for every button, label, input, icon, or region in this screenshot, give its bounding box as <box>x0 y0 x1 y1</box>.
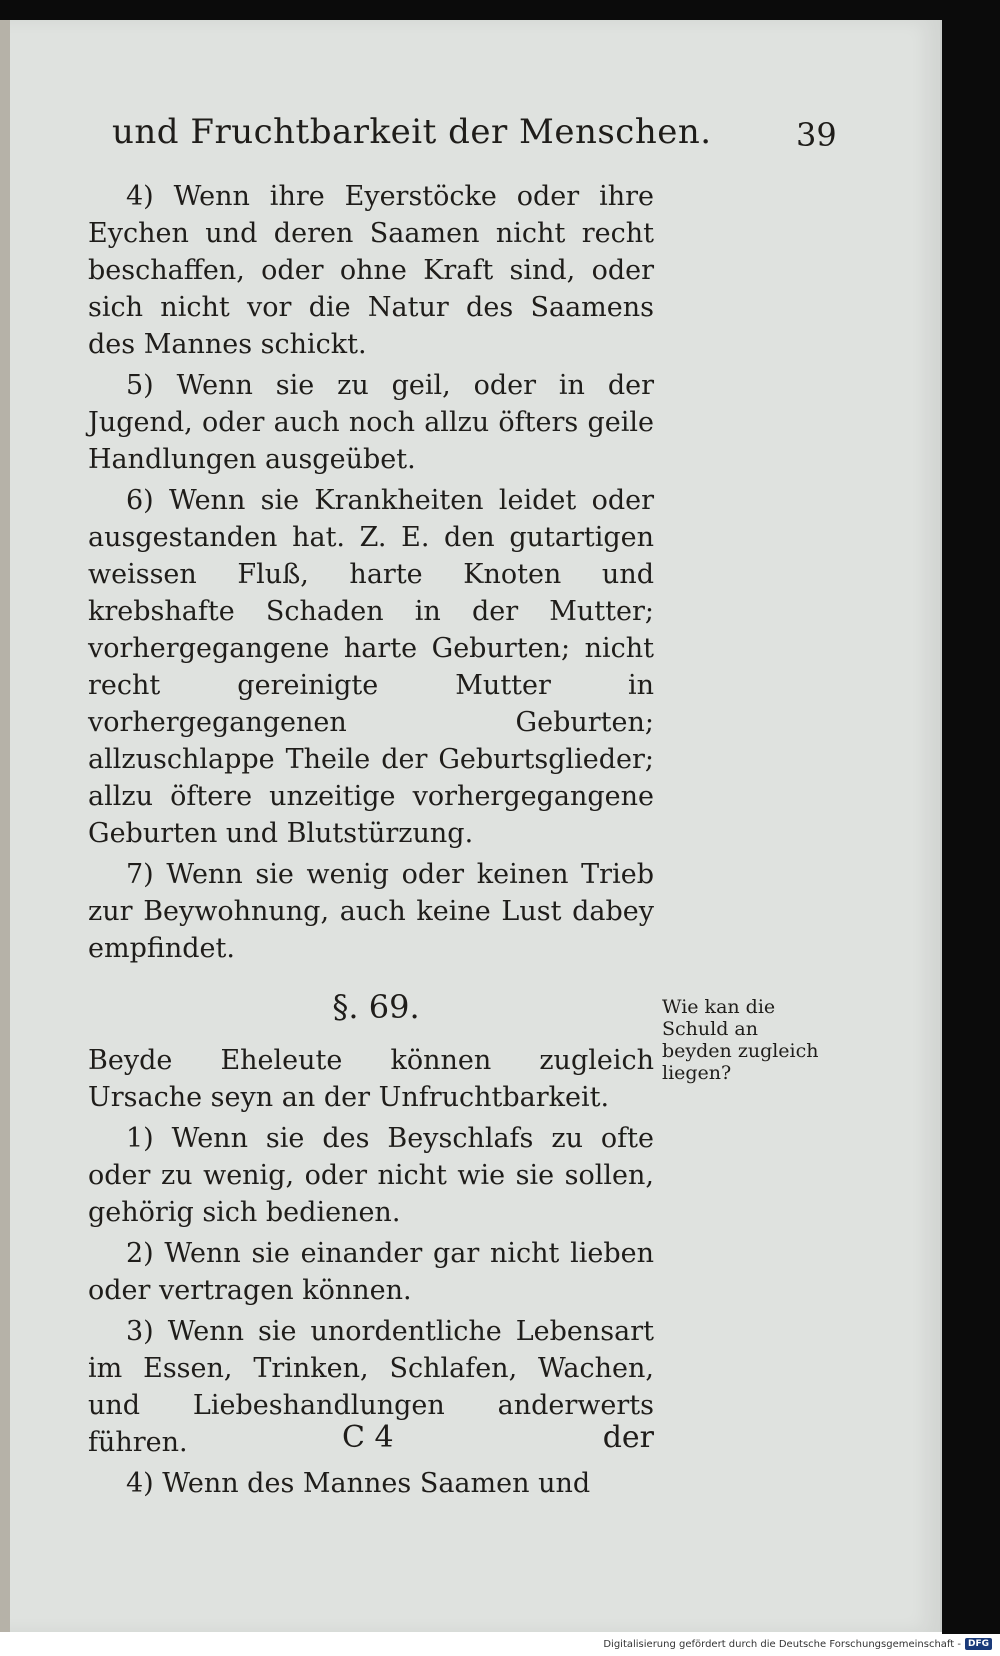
credit-text: Digitalisierung gefördert durch die Deutsche Forschungsgemeinschaft - <box>603 1638 961 1650</box>
running-head: und Fruchtbarkeit der Menschen. <box>112 112 712 152</box>
paragraph-item-2: 2) Wenn sie einander gar nicht lieben oder vertragen können. <box>88 1238 654 1306</box>
page-number: 39 <box>796 116 837 154</box>
marginal-note: Wie kan die Schuld an beyden zugleich liegen? <box>662 996 819 1084</box>
paragraph-item-4b: 4) Wenn des Mannes Saamen und <box>126 1468 591 1499</box>
digitization-credit <box>603 1638 992 1650</box>
scan-border-top <box>0 0 1000 20</box>
paragraph-item-4: 4) Wenn ihre Eyerstöcke oder ihre Eychen und deren Saamen nicht recht beschaffen, oder ohne Kraft sind, oder sich nicht vor die Natur des Saamens des Mannes schickt. <box>88 181 654 360</box>
scan-border-right <box>942 0 1000 1634</box>
paragraph-item-1: 1) Wenn sie des Beyschlafs zu ofte oder zu wenig, oder nicht wie sie sollen, gehörig sich bedienen. <box>88 1123 654 1228</box>
paragraph-intro: Beyde Eheleute können zugleich Ursache seyn an der Unfruchtbarkeit. <box>88 1045 654 1113</box>
paragraph-item-6: 6) Wenn sie Krankheiten leidet oder ausgestanden hat. Z. E. den gutartigen weissen Fluß, harte Knoten und krebshafte Schaden in der Mutter; vorhergegangene harte Geburten; nicht recht gereinigte Mutter in vorhergegangenen Geburten; allzuschlappe Theile der Geburtsglieder; allzu öftere unzeitige vorhergegangene Geburten und Blutstürzung. <box>88 485 654 849</box>
paragraph-item-5: 5) Wenn sie zu geil, oder in der Jugend, oder auch noch allzu öfters geile Handlungen ausgeübet. <box>88 370 654 475</box>
signature-mark: C 4 <box>342 1420 394 1455</box>
paragraph-item-3: 3) Wenn sie unordentliche Lebensart im Essen, Trinken, Schlafen, Wachen, und Liebeshandlungen anderwerts führen. <box>88 1316 654 1458</box>
dfg-logo-icon: DFG <box>965 1638 992 1650</box>
section-heading: §. 69. <box>332 988 420 1026</box>
catchword: der <box>602 1420 654 1455</box>
paragraph-item-7: 7) Wenn sie wenig oder keinen Trieb zur Beywohnung, auch keine Lust dabey empfindet. <box>88 859 654 964</box>
body-text <box>88 178 654 1506</box>
page-footer <box>88 1420 654 1455</box>
